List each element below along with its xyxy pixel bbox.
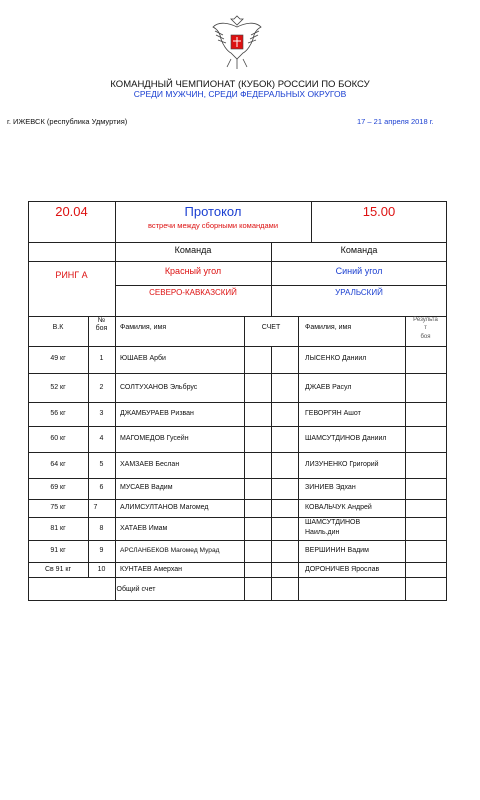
col-weight: В.К [52, 324, 64, 331]
row-5-num: 5 [99, 461, 104, 468]
row-4-blue: ШАМСУТДИНОВ Даниил [305, 435, 387, 442]
protocol-date: 20.04 [55, 204, 88, 219]
col-name-left: Фамилия, имя [120, 324, 167, 331]
row-2-num: 2 [99, 384, 104, 391]
row-6-weight: 69 кг [50, 484, 66, 491]
championship-subtitle: СРЕДИ МУЖЧИН, СРЕДИ ФЕДЕРАЛЬНЫХ ОКРУГОВ [133, 89, 347, 99]
russian-eagle-emblem-icon [211, 15, 263, 71]
blue-corner-label: Синий угол [335, 266, 383, 276]
dates-label: 17 – 21 апреля 2018 г. [357, 117, 434, 126]
row-1-blue: ЛЫСЕНКО Даниил [305, 355, 367, 362]
ring-label: РИНГ А [55, 270, 88, 280]
row-4-num: 4 [99, 435, 104, 442]
row-7-red: АЛИМСУЛТАНОВ Магомед [120, 504, 209, 511]
row-3-red: ДЖАМБУРАЕВ Ризван [120, 410, 194, 417]
row-10-red: КУНТАЕВ Амерхан [120, 566, 183, 573]
red-corner-label: Красный угол [164, 266, 222, 276]
row-9-num: 9 [99, 547, 104, 554]
championship-title: КОМАНДНЫЙ ЧЕМПИОНАТ (КУБОК) РОССИИ ПО БОКСУ [110, 79, 370, 90]
row-8-blue: ШАМСУТДИНОВ [305, 519, 361, 526]
row-2-blue: ДЖАЕВ Расул [305, 384, 352, 391]
row-4-red: МАГОМЕДОВ Гусейн [120, 435, 189, 442]
row-8-red: ХАТАЕВ Имам [120, 525, 168, 532]
row-9-red: АРСЛАНБЕКОВ Магомед Мурад [120, 547, 220, 554]
row-1-red: ЮШАЕВ Арби [120, 355, 166, 362]
row-9-blue: ВЕРШИНИН Вадим [305, 547, 369, 554]
total-score-label: Общий счет [116, 586, 156, 593]
row-2-weight: 52 кг [50, 384, 66, 391]
col-score: СЧЕТ [261, 324, 281, 331]
team-label-left: Команда [174, 245, 212, 255]
row-1-weight: 49 кг [50, 355, 66, 362]
row-5-weight: 64 кг [50, 461, 66, 468]
col-num-line2: боя [95, 325, 108, 332]
row-2-red: СОЛТУХАНОВ Эльбрус [120, 384, 198, 391]
col-result-line2: т [424, 325, 427, 331]
row-10-blue: ДОРОНИЧЕВ Ярослав [305, 566, 380, 573]
col-result-line3: боя [420, 334, 431, 340]
row-9-weight: 91 кг [50, 547, 66, 554]
col-result-line1: Результа [413, 317, 438, 323]
red-team-name: СЕВЕРО-КАВКАЗСКИЙ [149, 288, 237, 297]
protocol-table [28, 201, 447, 601]
protocol-subtitle: встречи между сборными командами [147, 221, 279, 230]
row-3-weight: 56 кг [50, 410, 66, 417]
row-5-blue: ЛИЗУНЕНКО Григорий [305, 461, 379, 468]
row-7-blue: КОВАЛЬЧУК Андрей [305, 504, 372, 511]
protocol-time: 15.00 [362, 204, 396, 219]
row-8-blue-line2: Наиль.дин [305, 529, 340, 536]
row-6-blue: ЗИНИЕВ Эдхан [305, 484, 356, 491]
row-7-weight: 75 кг [50, 504, 66, 511]
city-label: г. ИЖЕВСК (республика Удмуртия) [7, 117, 128, 126]
row-3-blue: ГЕВОРГЯН Ашот [305, 410, 361, 417]
row-10-num: 10 [97, 566, 106, 573]
row-6-red: МУСАЕВ Вадим [120, 484, 173, 491]
row-6-num: 6 [99, 484, 104, 491]
row-4-weight: 60 кг [50, 435, 66, 442]
col-num-line1: № [97, 317, 106, 324]
protocol-title: Протокол [184, 204, 242, 219]
row-7-num: 7 [93, 504, 98, 511]
row-3-num: 3 [99, 410, 104, 417]
team-label-right: Команда [340, 245, 378, 255]
row-8-weight: 81 кг [50, 525, 66, 532]
row-1-num: 1 [99, 355, 104, 362]
row-10-weight: Св 91 кг [44, 566, 72, 573]
row-8-num: 8 [99, 525, 104, 532]
col-name-right: Фамилия, имя [305, 324, 352, 331]
row-5-red: ХАМЗАЕВ Беслан [120, 461, 180, 468]
blue-team-name: УРАЛЬСКИЙ [335, 288, 383, 297]
